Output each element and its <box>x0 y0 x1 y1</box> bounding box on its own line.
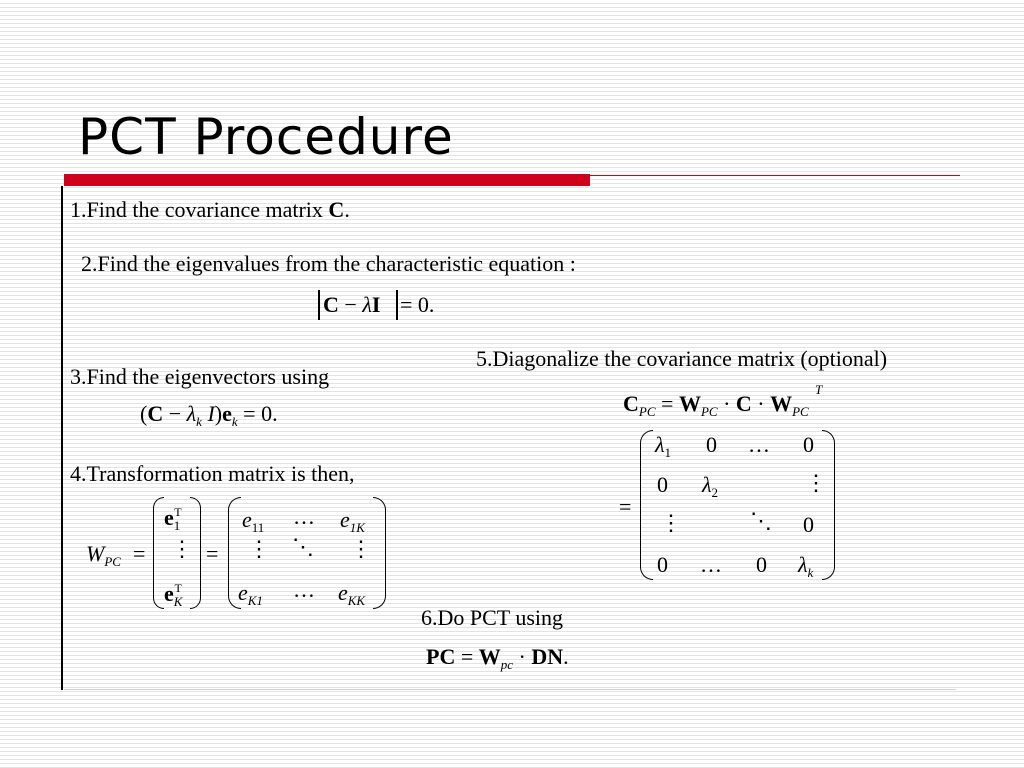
l-r3c3: ⋱ <box>750 508 772 533</box>
det-bar-left <box>318 290 320 320</box>
wpc-sub: PC <box>104 554 121 569</box>
vec-eK-sub: K <box>173 594 183 609</box>
w-hdots-top: … <box>293 504 315 529</box>
vector-equals: = <box>206 541 219 566</box>
l1-lambda: λ <box>655 432 665 457</box>
w-eKK <box>338 582 365 607</box>
lk-lambda: λ <box>798 552 808 577</box>
vec-e1-sub: 1 <box>173 518 181 533</box>
pc-W: W <box>478 644 501 669</box>
w-eK1-e: e <box>238 580 248 605</box>
vector-vdots: ⋮ <box>171 536 193 561</box>
step-1-text: 1.Find the covariance matrix <box>70 197 329 222</box>
step-1 <box>70 199 350 221</box>
lmatrix-left-paren <box>640 430 653 580</box>
eq-I: I <box>371 292 381 317</box>
l-lambda2 <box>702 474 718 499</box>
l-r1c4: 0 <box>803 432 814 457</box>
eigenvector-equation <box>140 403 278 428</box>
w-vdots-right: ⋮ <box>350 536 372 561</box>
title-underline-line <box>590 175 960 176</box>
l-r2c4: ⋮ <box>805 470 827 495</box>
vector-left-paren <box>153 497 164 609</box>
pc-dot: · <box>513 644 532 669</box>
w-hdots-bottom: … <box>293 577 315 602</box>
l-r3c1: ⋮ <box>660 510 682 535</box>
left-border-line <box>61 186 63 690</box>
w-e1K <box>340 509 365 534</box>
l-r2c1: 0 <box>657 472 668 497</box>
step-3: 3.Find the eigenvectors using <box>70 364 330 389</box>
w-e11-sub: 11 <box>251 520 265 535</box>
cpc-C-sub: PC <box>638 404 656 419</box>
w-eK1 <box>238 582 263 607</box>
cpc-W2: W <box>770 391 793 416</box>
cpc-dot1: · <box>717 391 736 416</box>
vec-e1: e <box>164 505 174 530</box>
w-eK1-sub: K1 <box>247 593 263 608</box>
eig-lambda: λ <box>186 401 197 426</box>
eq-minus: − <box>338 292 363 317</box>
cpc-transpose: T <box>815 382 823 397</box>
eig-I: I <box>201 401 215 426</box>
vec-eK-T: T <box>174 581 182 595</box>
cpc-eq: = <box>655 391 679 416</box>
l-r4c2: … <box>700 552 722 577</box>
eig-close: ) <box>214 401 223 426</box>
cpc-W2-sub: PC <box>792 404 809 419</box>
lk-sub: k <box>807 565 814 580</box>
step-1-period: . <box>344 197 350 222</box>
step-2: 2.Find the eigenvalues from the characteristic equation : <box>81 251 576 276</box>
cpc-equation <box>623 393 809 418</box>
w-eKK-sub: KK <box>347 593 366 608</box>
w-e1K-sub: 1K <box>349 520 365 535</box>
step-5: 5.Diagonalize the covariance matrix (optional) <box>476 346 888 371</box>
l-lambda1 <box>655 434 671 459</box>
l2-sub: 2 <box>711 485 719 500</box>
vec-eK: e <box>164 581 174 606</box>
characteristic-equation <box>323 294 380 316</box>
cpc-W-sub: PC <box>700 404 718 419</box>
char-eq-rest: = 0. <box>400 292 435 317</box>
eig-k: k <box>196 414 202 429</box>
vector-e1 <box>164 506 182 532</box>
cpc-dot2: · <box>751 391 771 416</box>
l-r4c1: 0 <box>657 552 668 577</box>
wpc-equals: = <box>133 541 146 566</box>
lambda-equals: = <box>619 494 632 519</box>
l-r3c4: 0 <box>803 512 814 537</box>
eig-open: ( <box>140 401 148 426</box>
w-e1K-e: e <box>340 507 350 532</box>
l-r1c3: … <box>748 432 770 457</box>
bottom-divider <box>64 689 956 690</box>
wpc-W: W <box>86 541 105 566</box>
step-1-symbol: C <box>328 197 345 222</box>
eig-e: e <box>222 401 232 426</box>
eq-lambda: λ <box>362 292 372 317</box>
page-title: PCT Procedure <box>78 108 454 166</box>
step-4: 4.Transformation matrix is then, <box>70 461 355 486</box>
eig-e-k: k <box>231 414 238 429</box>
w-e11-e: e <box>242 507 252 532</box>
l2-lambda: λ <box>702 472 712 497</box>
vector-eK <box>164 582 182 608</box>
pc-end: . <box>563 644 569 669</box>
wmatrix-right-paren <box>373 497 386 609</box>
pc-W-sub: pc <box>500 657 514 672</box>
det-bar-right <box>396 290 398 320</box>
eig-C: C <box>147 401 164 426</box>
pc-PC: PC <box>426 644 456 669</box>
eq-C: C <box>323 292 339 317</box>
pct-equation <box>426 646 569 671</box>
pc-DN: DN <box>531 644 564 669</box>
lmatrix-right-paren <box>822 430 835 580</box>
w-ddots: ⋱ <box>292 534 314 559</box>
cpc-C: C <box>623 391 639 416</box>
title-underline-bar <box>64 174 590 186</box>
l-r4c3: 0 <box>756 552 767 577</box>
w-eKK-e: e <box>338 580 348 605</box>
l-lambdak <box>798 554 813 579</box>
w-e11 <box>242 509 264 534</box>
step-6: 6.Do PCT using <box>421 605 564 630</box>
eig-rest: = 0. <box>237 401 278 426</box>
l1-sub: 1 <box>664 445 672 460</box>
w-vdots-left: ⋮ <box>248 536 270 561</box>
cpc-C2: C <box>735 391 752 416</box>
wpc-label <box>86 543 121 568</box>
eig-minus: − <box>163 401 187 426</box>
vec-e1-T: T <box>174 505 182 519</box>
cpc-W: W <box>678 391 701 416</box>
pc-eq: = <box>455 644 479 669</box>
l-r1c2: 0 <box>706 432 717 457</box>
